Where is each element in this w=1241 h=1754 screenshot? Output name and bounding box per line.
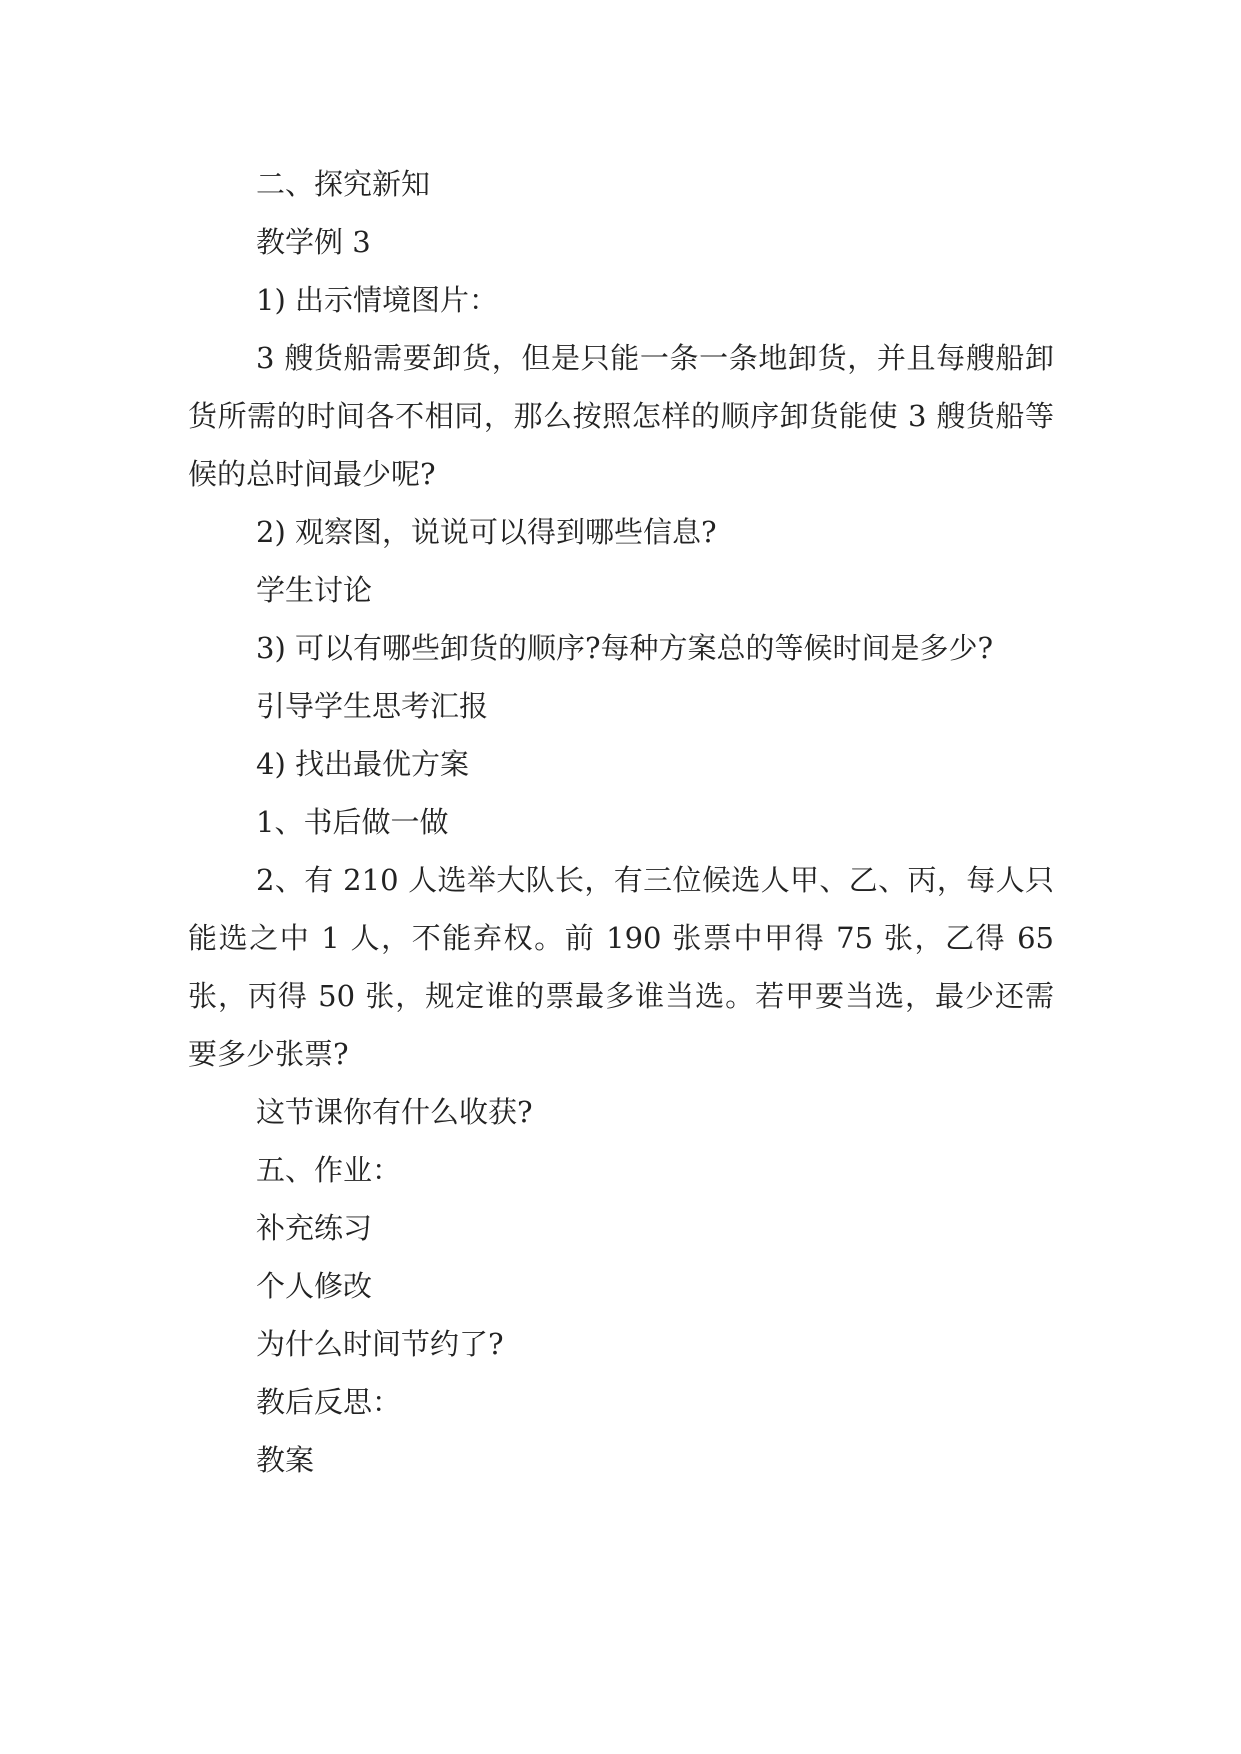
exercise-1: 1、书后做一做: [256, 805, 449, 839]
guide-report: 引导学生思考汇报: [256, 689, 489, 723]
lesson-reflection-question: 这节课你有什么收获?: [256, 1095, 533, 1129]
step-4: 4) 找出最优方案: [256, 747, 469, 781]
exercise-2: 2、有 210 人选举大队长，有三位候选人甲、乙、丙，每人只能选之中 1 人，不能弃权。前 190 张票中甲得 75 张，乙得 65 张，丙得 50 张，规定谁的票最多谁当选。若甲要当选，最少还需要多少张票?: [188, 863, 1054, 1071]
example-title: 教学例 3: [256, 225, 371, 259]
problem-text: 3 艘货船需要卸货，但是只能一条一条地卸货，并且每艘船卸货所需的时间各不相同，那么按照怎样的顺序卸货能使 3 艘货船等候的总时间最少呢?: [188, 341, 1054, 491]
step-2: 2) 观察图，说说可以得到哪些信息?: [256, 515, 717, 549]
homework-item-practice: 补充练习: [256, 1211, 373, 1245]
section-heading-explore: 二、探究新知: [256, 167, 431, 201]
section-heading-homework: 五、作业：: [256, 1153, 402, 1187]
step-1: 1) 出示情境图片：: [256, 283, 498, 317]
post-lesson-reflection: 教后反思：: [256, 1385, 402, 1419]
footer-label: 教案: [256, 1443, 315, 1477]
step-3: 3) 可以有哪些卸货的顺序?每种方案总的等候时间是多少?: [256, 631, 994, 665]
homework-item-revise: 个人修改: [256, 1269, 373, 1303]
student-discussion: 学生讨论: [256, 573, 373, 607]
homework-item-question: 为什么时间节约了?: [256, 1327, 504, 1361]
document-body: [188, 155, 1054, 1489]
